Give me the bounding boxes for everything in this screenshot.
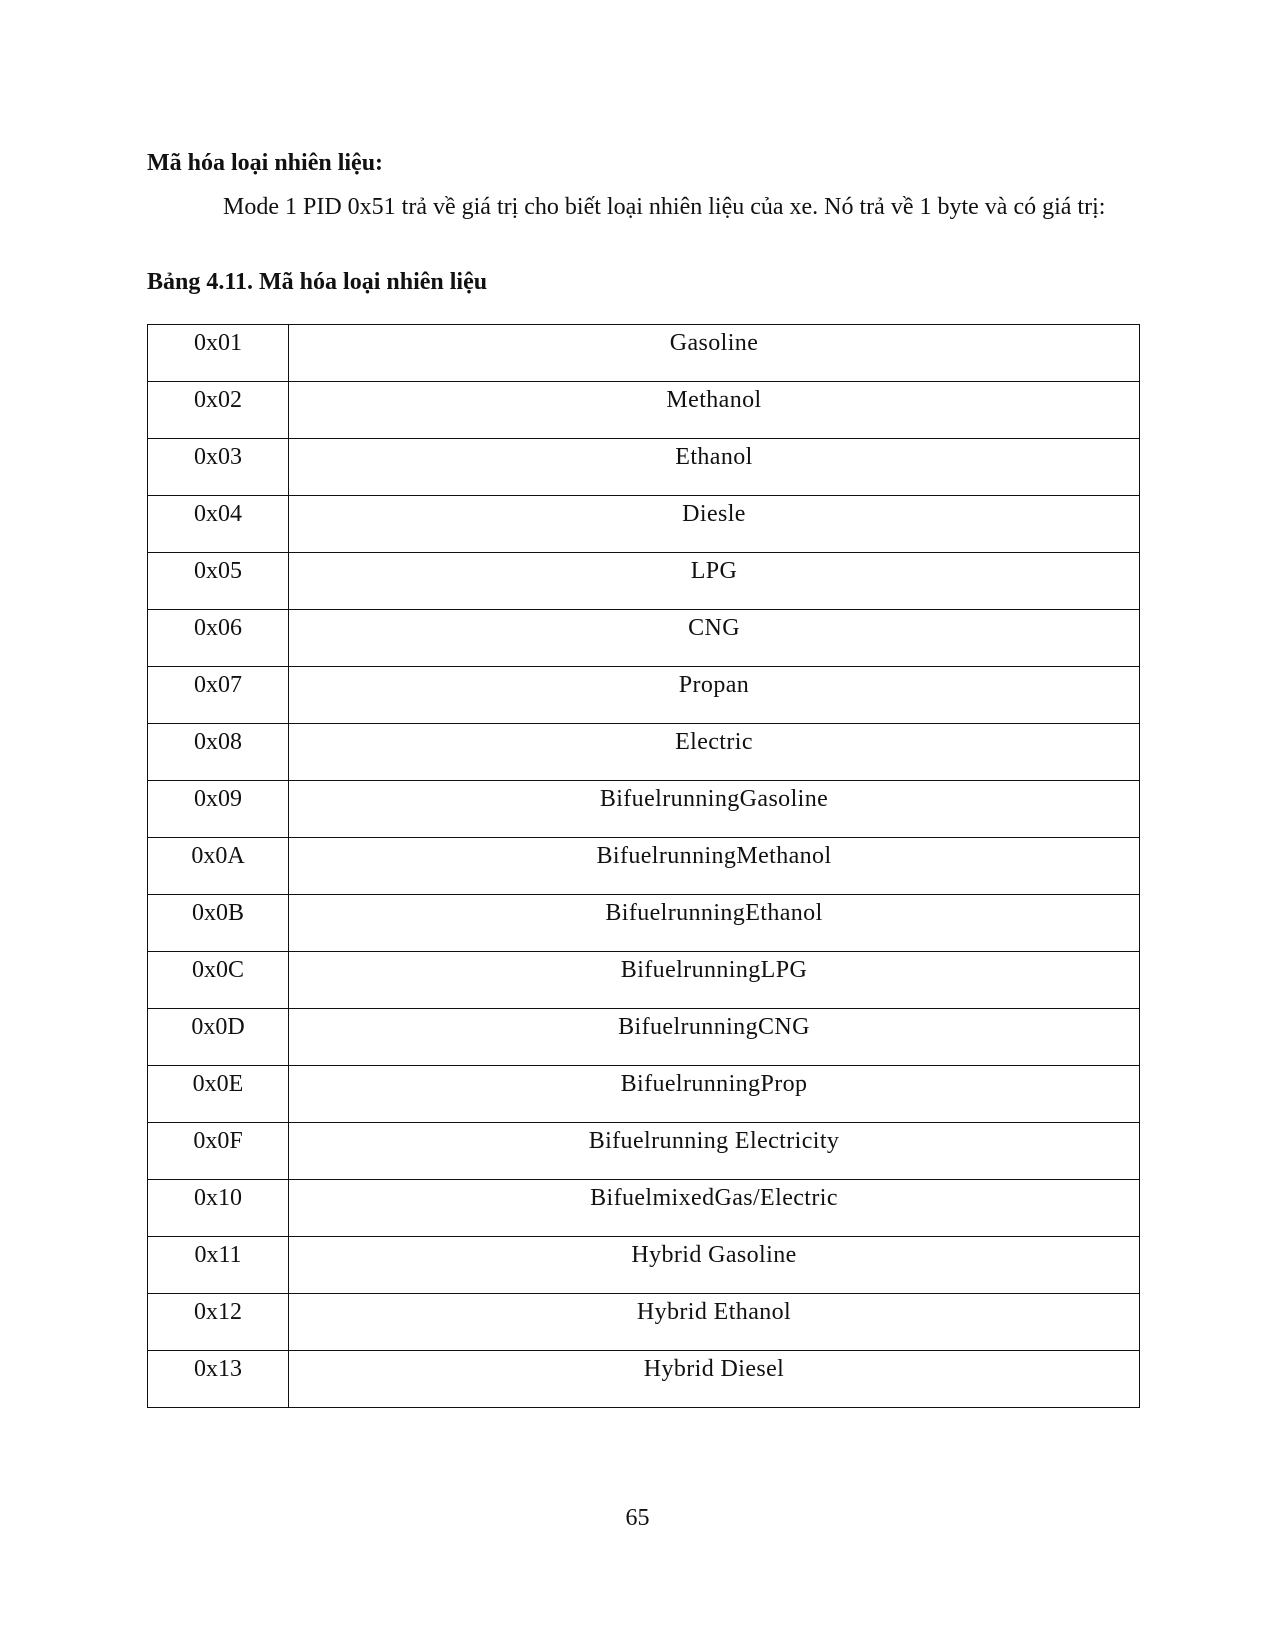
body-paragraph: Mode 1 PID 0x51 trả về giá trị cho biết loại nhiên liệu của xe. Nó trả về 1 byte và có giá trị: [223,194,1106,220]
fuel-name-cell: BifuelrunningMethanol [289,838,1140,895]
table-row [148,895,1140,952]
fuel-code-cell: 0x09 [148,781,289,838]
table-row [148,382,1140,439]
fuel-type-table [147,324,1140,1408]
table-row [148,610,1140,667]
fuel-code-cell: 0x0D [148,1009,289,1066]
table-row [148,838,1140,895]
fuel-code-cell: 0x01 [148,325,289,382]
fuel-name-cell: Ethanol [289,439,1140,496]
fuel-code-cell: 0x0C [148,952,289,1009]
fuel-name-cell: BifuelrunningLPG [289,952,1140,1009]
fuel-type-table-body [148,325,1140,1408]
fuel-code-cell: 0x06 [148,610,289,667]
fuel-name-cell: Hybrid Ethanol [289,1294,1140,1351]
fuel-code-cell: 0x0F [148,1123,289,1180]
section-heading: Mã hóa loại nhiên liệu: [147,150,384,176]
fuel-name-cell: LPG [289,553,1140,610]
fuel-name-cell: Hybrid Diesel [289,1351,1140,1408]
fuel-code-cell: 0x07 [148,667,289,724]
table-caption: Bảng 4.11. Mã hóa loại nhiên liệu [147,269,488,295]
table-row [148,1180,1140,1237]
table-row [148,1066,1140,1123]
fuel-code-cell: 0x0E [148,1066,289,1123]
fuel-name-cell: Hybrid Gasoline [289,1237,1140,1294]
fuel-code-cell: 0x0B [148,895,289,952]
fuel-name-cell: BifuelrunningCNG [289,1009,1140,1066]
fuel-code-cell: 0x10 [148,1180,289,1237]
fuel-name-cell: Diesle [289,496,1140,553]
fuel-name-cell: BifuelmixedGas/Electric [289,1180,1140,1237]
table-row [148,781,1140,838]
table-row [148,325,1140,382]
fuel-code-cell: 0x13 [148,1351,289,1408]
fuel-code-cell: 0x05 [148,553,289,610]
fuel-code-cell: 0x03 [148,439,289,496]
fuel-name-cell: Electric [289,724,1140,781]
fuel-code-cell: 0x08 [148,724,289,781]
fuel-code-cell: 0x0A [148,838,289,895]
fuel-name-cell: BifuelrunningGasoline [289,781,1140,838]
page-number: 65 [625,1505,650,1531]
table-row [148,952,1140,1009]
table-row [148,667,1140,724]
table-row [148,1294,1140,1351]
table-row [148,439,1140,496]
fuel-code-cell: 0x12 [148,1294,289,1351]
table-row [148,1009,1140,1066]
fuel-name-cell: CNG [289,610,1140,667]
fuel-name-cell: BifuelrunningProp [289,1066,1140,1123]
table-row [148,496,1140,553]
table-row [148,1237,1140,1294]
fuel-name-cell: Methanol [289,382,1140,439]
fuel-code-cell: 0x02 [148,382,289,439]
fuel-name-cell: Propan [289,667,1140,724]
table-row [148,1351,1140,1408]
fuel-code-cell: 0x04 [148,496,289,553]
fuel-code-cell: 0x11 [148,1237,289,1294]
table-row [148,724,1140,781]
fuel-name-cell: BifuelrunningEthanol [289,895,1140,952]
table-row [148,553,1140,610]
fuel-name-cell: Gasoline [289,325,1140,382]
table-row [148,1123,1140,1180]
fuel-name-cell: Bifuelrunning Electricity [289,1123,1140,1180]
